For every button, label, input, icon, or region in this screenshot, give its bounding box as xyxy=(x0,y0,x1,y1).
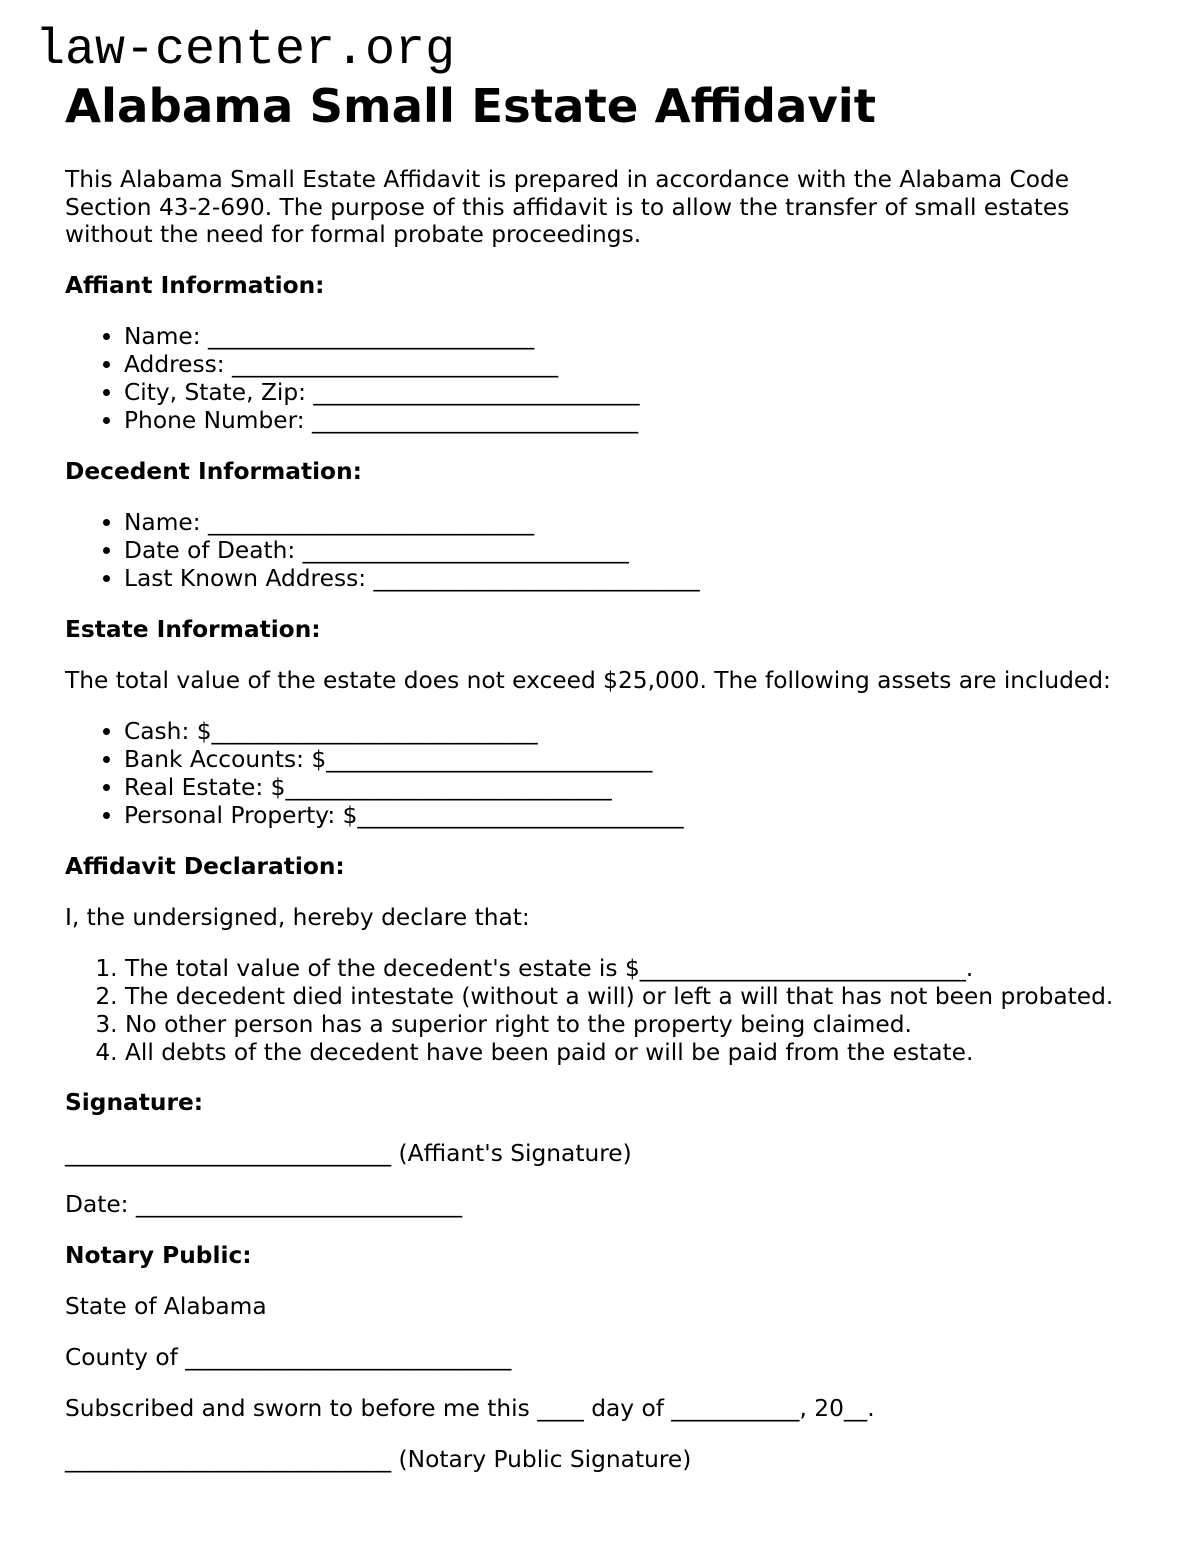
affiant-information-section xyxy=(65,272,1125,435)
declaration-item-superior-right: 3. No other person has a superior right to the property being claimed. xyxy=(125,1011,1125,1039)
declaration-list xyxy=(65,955,1125,1067)
notary-county-line: County of ____________________________ xyxy=(65,1344,512,1372)
declaration-item-debts-paid: 4. All debts of the decedent have been paid or will be paid from the estate. xyxy=(125,1039,1125,1067)
decedent-last-address-line: • Last Known Address: ____________________________ xyxy=(124,565,1125,593)
declaration-item-total-value: 1. The total value of the decedent's estate is $____________________________. xyxy=(125,955,1125,983)
notary-state-line: State of Alabama xyxy=(65,1293,267,1321)
document-page xyxy=(35,22,1125,1474)
declaration-item-intestate: 2. The decedent died intestate (without a will) or left a will that has not been probated. xyxy=(125,983,1125,1011)
affiant-section-heading: Affiant Information: xyxy=(65,272,325,300)
notary-section-heading: Notary Public: xyxy=(65,1242,252,1270)
decedent-date-of-death-line: • Date of Death: ____________________________ xyxy=(124,537,1125,565)
notary-sworn-line: Subscribed and sworn to before me this ____ day of ___________, 20__. xyxy=(65,1395,875,1423)
decedent-information-section xyxy=(65,458,1125,593)
affidavit-declaration-section xyxy=(65,853,1125,1067)
decedent-name-line: • Name: ____________________________ xyxy=(124,509,1125,537)
signature-date-line: Date: ____________________________ xyxy=(65,1191,463,1219)
site-logo: law-center.org xyxy=(35,22,456,79)
decedent-section-heading: Decedent Information: xyxy=(65,458,362,486)
affiant-info-list xyxy=(65,323,1125,435)
estate-personal-property-line: • Personal Property: $____________________________ xyxy=(124,802,1125,830)
notary-signature-line: ____________________________ (Notary Public Signature) xyxy=(65,1446,692,1474)
signature-section-heading: Signature: xyxy=(65,1089,204,1117)
estate-cash-line: • Cash: $____________________________ xyxy=(124,718,1125,746)
affiant-signature-line: ____________________________ (Affiant's Signature) xyxy=(65,1140,632,1168)
affiant-address-line: • Address: ____________________________ xyxy=(124,351,1125,379)
declaration-intro-paragraph: I, the undersigned, hereby declare that: xyxy=(65,903,530,931)
affiant-name-line: • Name: ____________________________ xyxy=(124,323,1125,351)
declaration-section-heading: Affidavit Declaration: xyxy=(65,852,345,880)
decedent-info-list xyxy=(65,509,1125,593)
estate-assets-list xyxy=(65,718,1125,830)
affiant-city-state-zip-line: • City, State, Zip: ____________________________ xyxy=(124,379,1125,407)
estate-intro-paragraph: The total value of the estate does not exceed $25,000. The following assets are included: xyxy=(65,666,1111,694)
estate-information-section xyxy=(65,616,1125,830)
intro-paragraph: This Alabama Small Estate Affidavit is prepared in accordance with the Alabama Code Section 43-2-690. The purpose of this affidavit is to allow the transfer of small estates without the need for formal probate proceedings. xyxy=(65,165,1070,249)
page-title: Alabama Small Estate Affidavit xyxy=(65,79,876,133)
signature-section xyxy=(65,1089,1125,1219)
estate-bank-accounts-line: • Bank Accounts: $____________________________ xyxy=(124,746,1125,774)
affiant-phone-line: • Phone Number: ____________________________ xyxy=(124,407,1125,435)
estate-real-estate-line: • Real Estate: $____________________________ xyxy=(124,774,1125,802)
notary-public-section xyxy=(65,1242,1125,1474)
estate-section-heading: Estate Information: xyxy=(65,616,321,644)
